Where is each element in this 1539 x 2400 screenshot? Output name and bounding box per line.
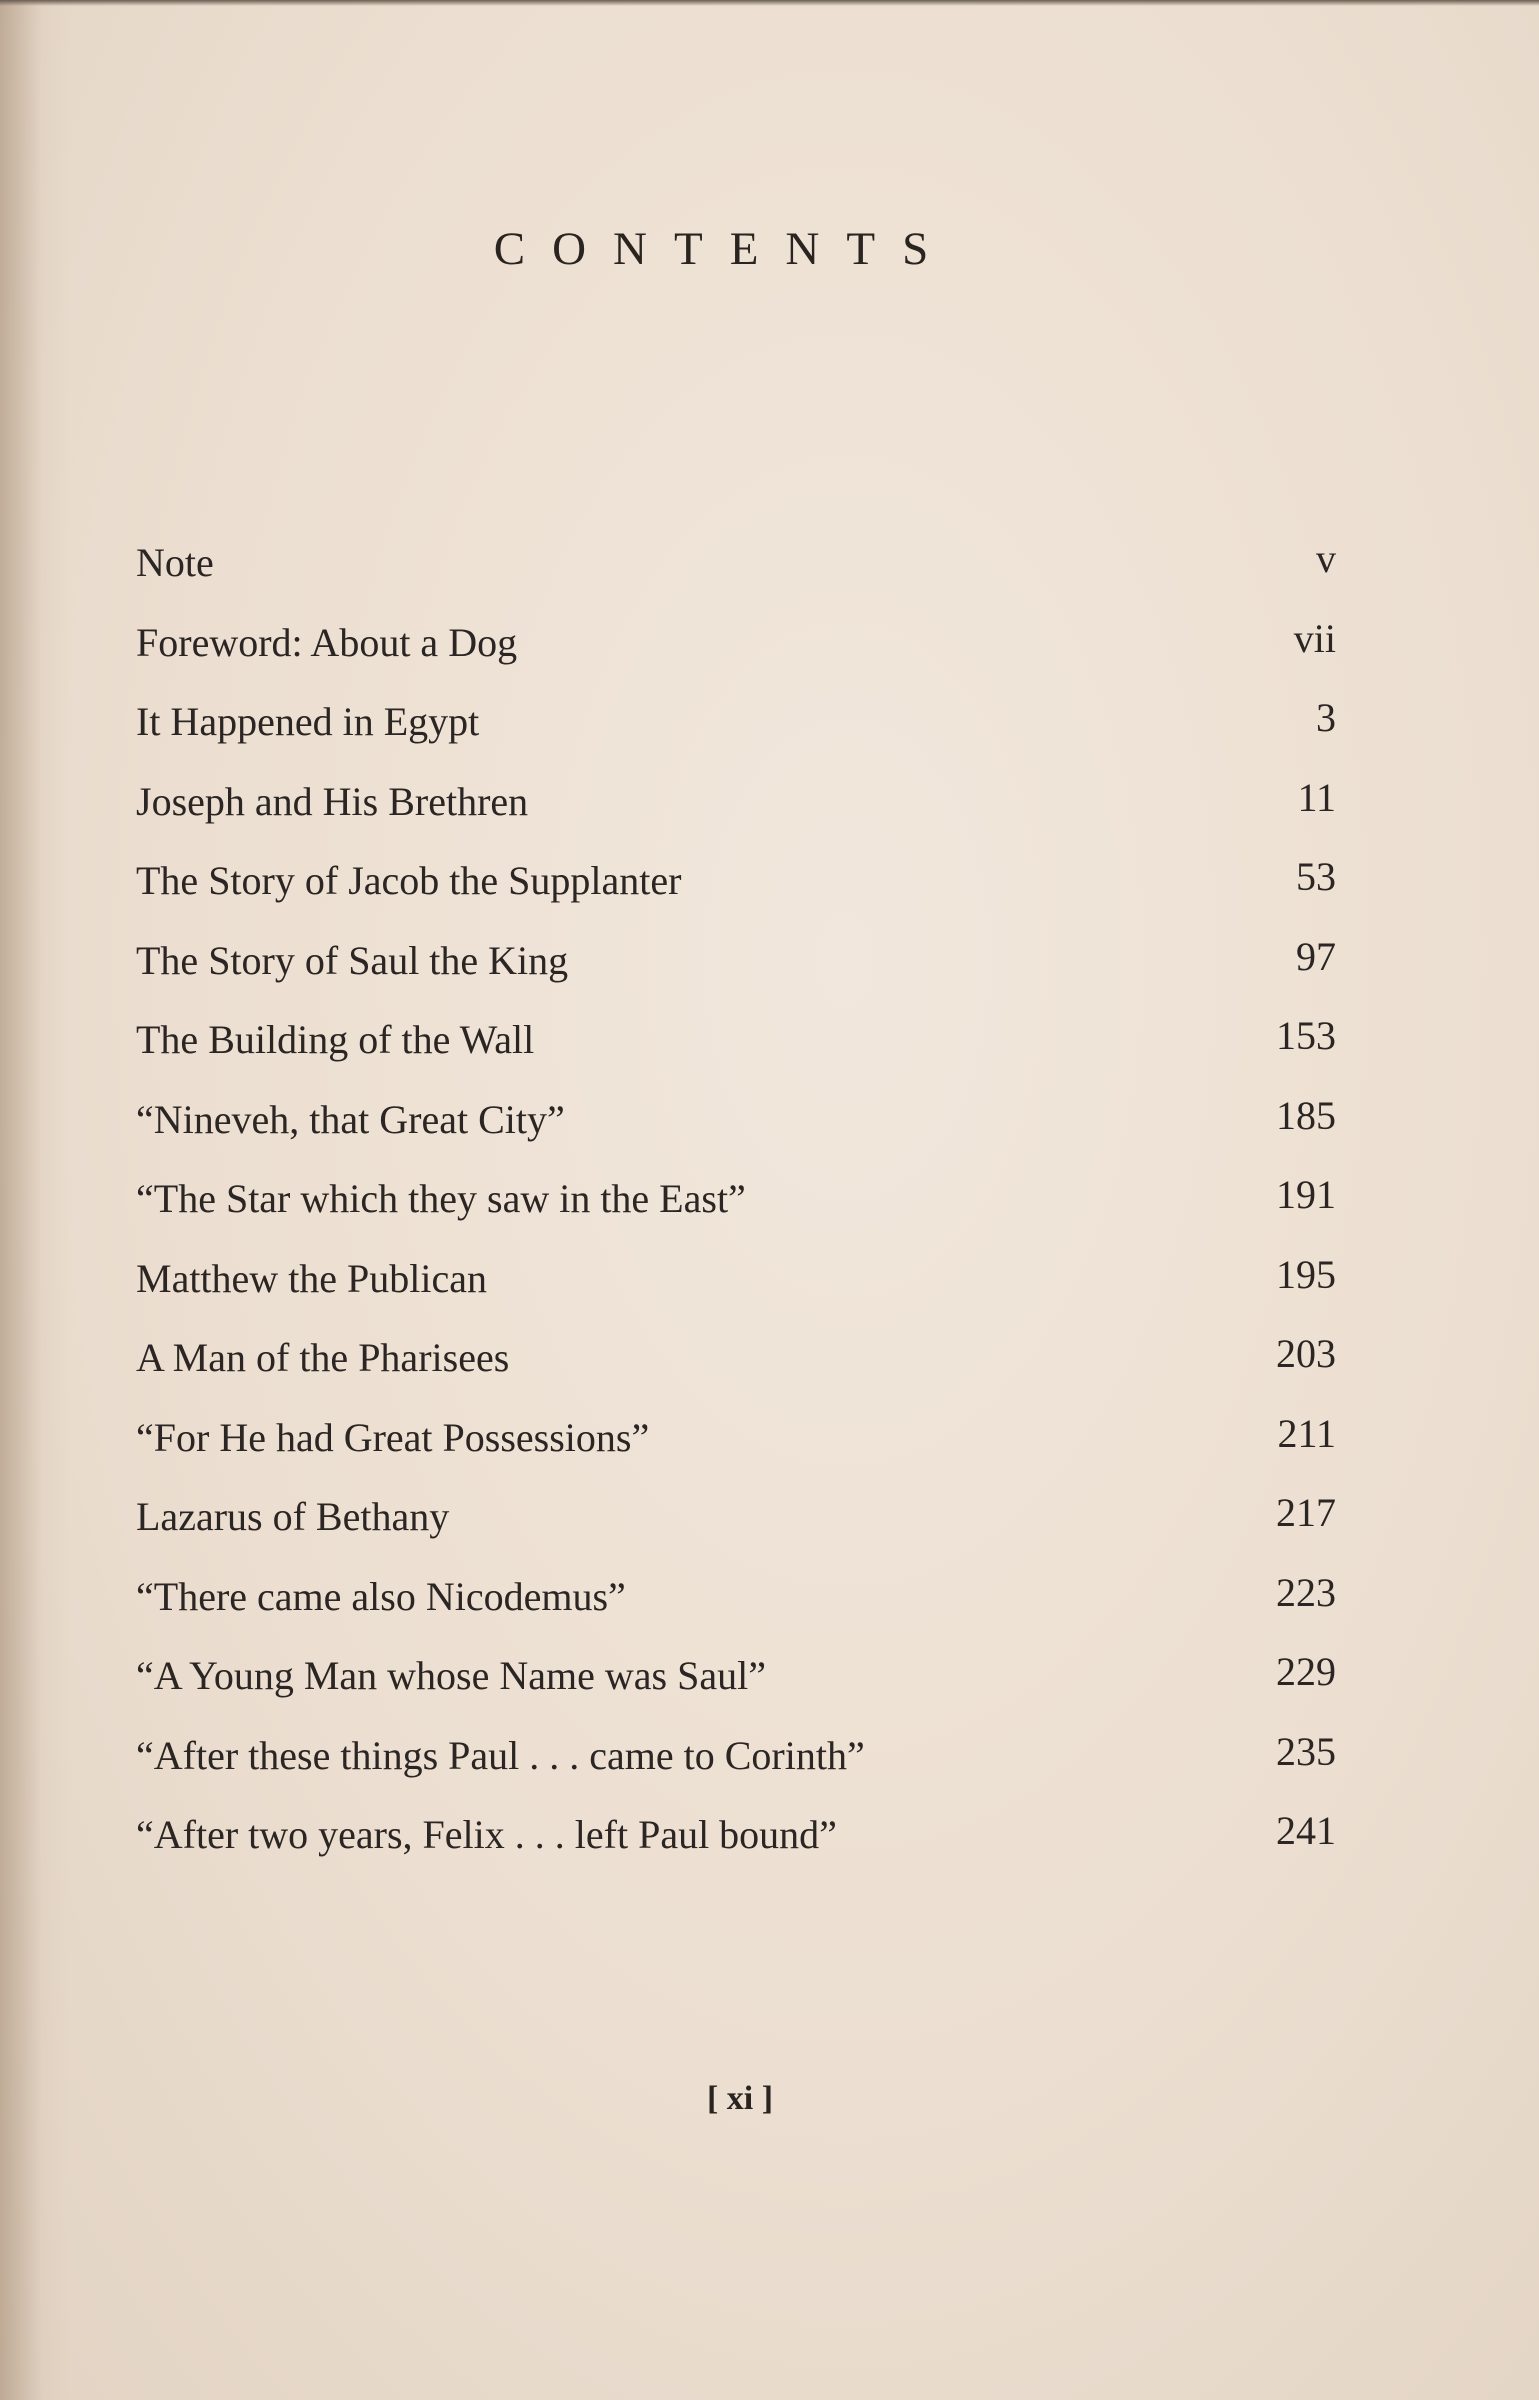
entry-title: A Man of the Pharisees [136, 1335, 510, 1380]
toc-entry [136, 1251, 1336, 1331]
entry-title: “The Star which they saw in the East” [136, 1176, 746, 1221]
entry-page-number: 3 [1316, 695, 1336, 740]
entry-page-number: 191 [1276, 1172, 1336, 1217]
entry-page-number: 53 [1296, 854, 1336, 899]
entry-page-number: 97 [1296, 933, 1336, 979]
toc-entry [136, 1807, 1336, 1887]
entry-page-number: 185 [1276, 1092, 1336, 1138]
toc-entry [136, 1012, 1336, 1092]
entry-page-number: 203 [1276, 1331, 1336, 1376]
toc-entry [136, 535, 1336, 615]
toc-entry [136, 1171, 1336, 1251]
entry-title: The Building of the Wall [136, 1017, 535, 1062]
entry-page-number: 211 [1277, 1410, 1336, 1456]
entry-page-number: 241 [1276, 1808, 1336, 1853]
entry-page-number: 11 [1297, 774, 1336, 820]
page-gutter-shadow [0, 0, 70, 2400]
entry-title: “After two years, Felix . . . left Paul bound” [136, 1812, 837, 1857]
toc-entry [136, 933, 1336, 1013]
toc-entry [136, 1648, 1336, 1728]
table-of-contents [136, 535, 1336, 1887]
entry-title: “A Young Man whose Name was Saul” [136, 1653, 766, 1698]
toc-entry [136, 615, 1336, 695]
toc-entry [136, 1092, 1336, 1172]
entry-title: “After these things Paul . . . came to Corinth” [136, 1732, 865, 1778]
entry-title: “For He had Great Possessions” [136, 1414, 650, 1460]
page-top-edge [0, 0, 1539, 6]
toc-entry [136, 1410, 1336, 1490]
toc-entry [136, 1569, 1336, 1649]
entry-title: “Nineveh, that Great City” [136, 1096, 565, 1142]
toc-entry [136, 694, 1336, 774]
toc-entry [136, 853, 1336, 933]
entry-page-number: 223 [1276, 1569, 1336, 1615]
entry-title: The Story of Saul the King [136, 937, 569, 983]
entry-title: Note [136, 540, 214, 585]
entry-title: “There came also Nicodemus” [136, 1573, 626, 1619]
entry-page-number: 217 [1276, 1490, 1336, 1535]
entry-page-number: 235 [1276, 1728, 1336, 1774]
entry-title: Matthew the Publican [136, 1255, 488, 1301]
entry-title: It Happened in Egypt [136, 699, 480, 744]
entry-title: Joseph and His Brethren [136, 778, 529, 824]
entry-page-number: 195 [1276, 1251, 1336, 1297]
entry-title: Foreword: About a Dog [136, 619, 518, 665]
entry-title: The Story of Jacob the Supplanter [136, 858, 682, 903]
toc-entry [136, 774, 1336, 854]
entry-page-number: 229 [1276, 1649, 1336, 1694]
contents-heading: CONTENTS [493, 223, 956, 275]
toc-entry [136, 1330, 1336, 1410]
page-folio: [ xi ] [706, 2080, 774, 2117]
entry-title: Lazarus of Bethany [136, 1494, 450, 1539]
entry-page-number: 153 [1276, 1013, 1336, 1058]
entry-page-number: vii [1293, 615, 1336, 661]
toc-entry [136, 1728, 1336, 1808]
entry-page-number: v [1316, 536, 1336, 581]
toc-entry [136, 1489, 1336, 1569]
